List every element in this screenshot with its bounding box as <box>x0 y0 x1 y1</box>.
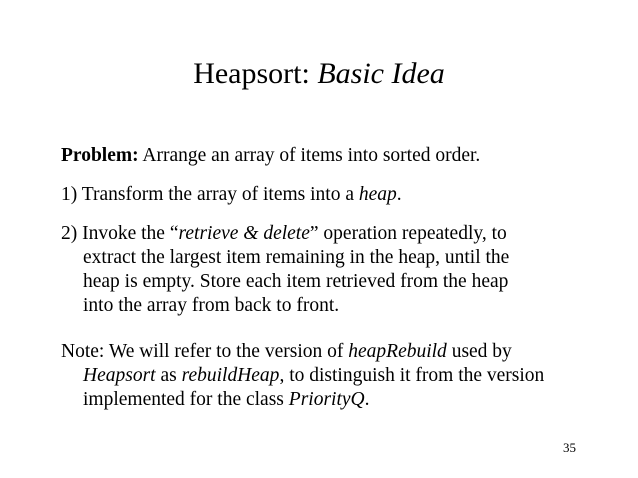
note-line3-suffix: . <box>364 389 370 410</box>
note-line1-suffix: used by <box>446 341 512 362</box>
note-line1-italic: heapRebuild <box>348 341 447 362</box>
note-line1-prefix: Note: We will refer to the version of <box>61 341 349 362</box>
step-1-suffix: . <box>396 184 402 205</box>
slide-title <box>0 56 638 92</box>
step-1-italic: heap <box>358 184 397 205</box>
step-2-line3: heap is empty. Store each item retrieved from the heap <box>83 271 509 292</box>
note-line2-mid: as <box>155 365 182 386</box>
problem-text: Arrange an array of items into sorted order. <box>138 145 481 166</box>
step-2-line1-prefix: 2) Invoke the “ <box>61 223 179 244</box>
page-number: 35 <box>563 440 576 455</box>
step-2-line4: into the array from back to front. <box>83 295 340 316</box>
note-line2-italic1: Heapsort <box>83 365 156 386</box>
problem-paragraph <box>61 144 621 168</box>
note-line2-italic2: rebuildHeap <box>181 365 280 386</box>
note-line2-suffix: , to distinguish it from the version <box>279 365 545 386</box>
note-line3-italic: PriorityQ <box>288 389 365 410</box>
problem-label: Problem: <box>61 145 139 166</box>
step-1-paragraph <box>61 183 621 207</box>
step-2-paragraph <box>61 222 621 318</box>
note-line3-prefix: implemented for the class <box>83 389 289 410</box>
title-italic: Basic Idea <box>317 57 445 90</box>
title-main: Heapsort: <box>193 57 318 90</box>
note-paragraph <box>61 340 621 412</box>
step-2-line1-suffix: ” operation repeatedly, to <box>309 223 507 244</box>
step-1-prefix: 1) Transform the array of items into a <box>61 184 359 205</box>
step-2-line2: extract the largest item remaining in the heap, until the <box>83 247 510 268</box>
step-2-line1-italic: retrieve & delete <box>178 223 310 244</box>
